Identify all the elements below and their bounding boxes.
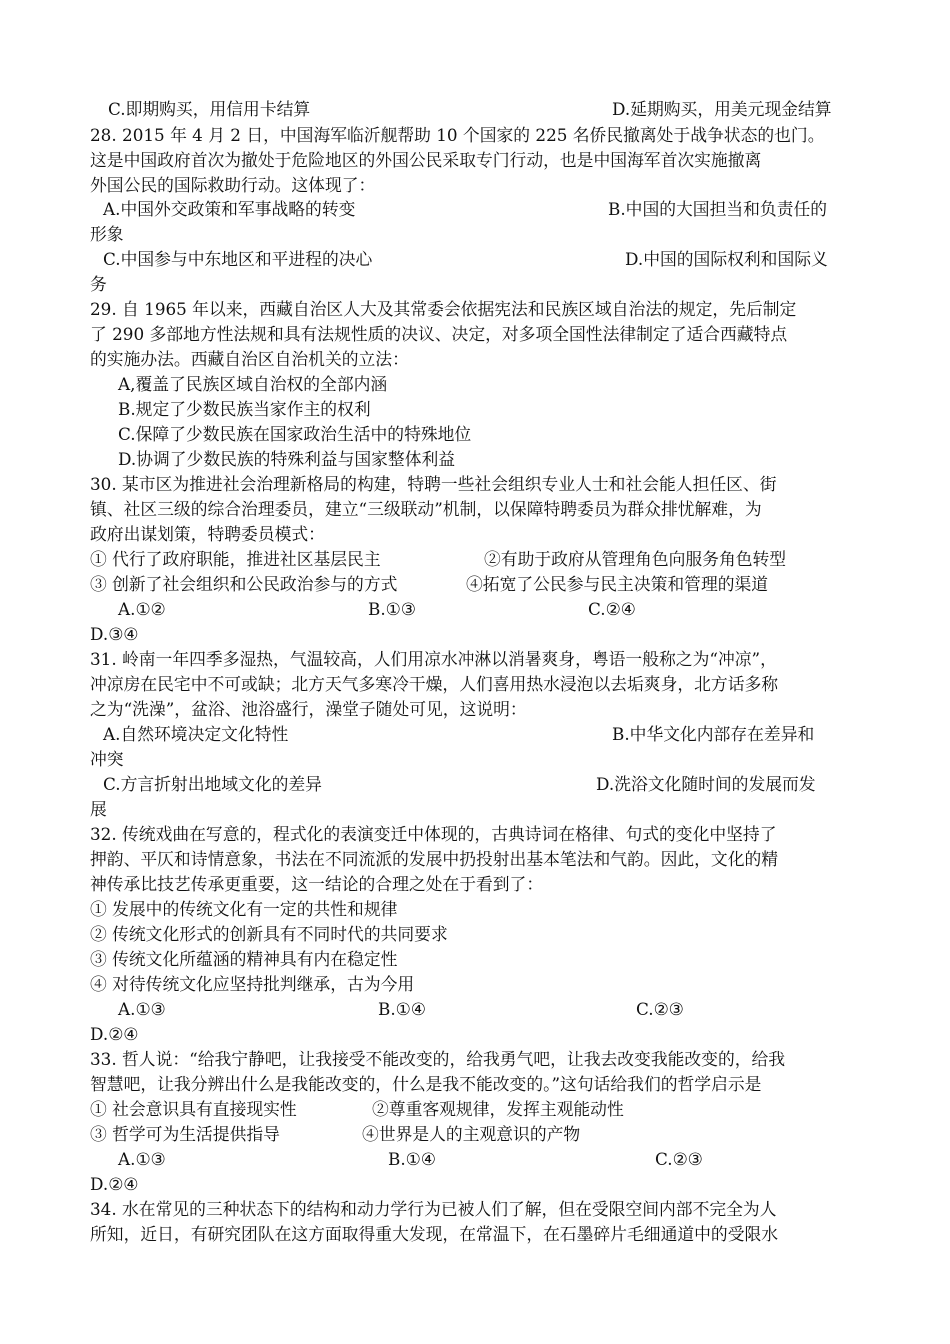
q31-stem-line: 之为“洗澡”，盆浴、池浴盛行，澡堂子随处可见，这说明： (90, 699, 527, 719)
q30-option-b: B.①③ (368, 599, 416, 619)
q31-option-b-cont: 冲突 (90, 749, 124, 769)
q32-option-d: D.②④ (90, 1024, 139, 1044)
q32-option-b: B.①④ (378, 999, 426, 1019)
q27-option-d: D.延期购买，用美元现金结算 (612, 99, 832, 119)
q30-item-3: ③ 创新了社会组织和公民政治参与的方式 (90, 574, 398, 594)
q32-item-2: ② 传统文化形式的创新具有不同时代的共同要求 (90, 924, 448, 944)
q29-option-b: B.规定了少数民族当家作主的权利 (118, 399, 371, 419)
q33-option-b: B.①④ (388, 1149, 436, 1169)
q30-option-a: A.①② (118, 599, 166, 619)
q30-stem-line: 政府出谋划策，特聘委员模式： (90, 524, 325, 544)
q33-stem-line: 智慧吧，让我分辨出什么是我能改变的，什么是我不能改变的。”这句话给我们的哲学启示是 (90, 1074, 762, 1094)
q30-stem-line: 30. 某市区为推进社会治理新格局的构建，特聘一些社会组织专业人士和社会能人担任区、街 (90, 474, 777, 494)
q31-option-d-cont: 展 (90, 799, 107, 819)
q28-option-d-cont: 务 (90, 274, 107, 294)
q28-option-a: A.中国外交政策和军事战略的转变 (103, 199, 356, 219)
q30-item-1: ① 代行了政府职能，推进社区基层民主 (90, 549, 381, 569)
q33-item-4: ④世界是人的主观意识的产物 (362, 1124, 581, 1144)
q31-option-a: A.自然环境决定文化特性 (103, 724, 289, 744)
q28-option-d: D.中国的国际权利和国际义 (625, 249, 828, 269)
q31-stem-line: 31. 岭南一年四季多湿热，气温较高，人们用凉水冲淋以消暑爽身，粤语一般称之为“冲凉”， (90, 649, 777, 669)
q30-option-c: C.②④ (588, 599, 636, 619)
q29-option-a: A,覆盖了民族区域自治权的全部内涵 (118, 374, 388, 394)
q33-item-1: ① 社会意识具有直接现实性 (90, 1099, 297, 1119)
q30-item-2: ②有助于政府从管理角色向服务角色转型 (484, 549, 787, 569)
q30-option-d: D.③④ (90, 624, 139, 644)
q32-stem-line: 神传承比技艺传承更重要，这一结论的合理之处在于看到了： (90, 874, 544, 894)
q29-option-c: C.保障了少数民族在国家政治生活中的特殊地位 (118, 424, 472, 444)
q32-stem-line: 押韵、平仄和诗情意象，书法在不同流派的发展中扔投射出基本笔法和气韵。因此，文化的精 (90, 849, 779, 869)
q28-option-c: C.中国参与中东地区和平进程的决心 (103, 249, 373, 269)
q29-option-d: D.协调了少数民族的特殊利益与国家整体利益 (118, 449, 456, 469)
q32-item-4: ④ 对待传统文化应坚持批判继承，古为今用 (90, 974, 415, 994)
q29-stem-line: 29. 自 1965 年以来，西藏自治区人大及其常委会依据宪法和民族区域自治法的规定，先后制定 (90, 299, 797, 319)
q32-option-a: A.①③ (118, 999, 166, 1019)
q28-stem-line: 这是中国政府首次为撤处于危险地区的外国公民采取专门行动，也是中国海军首次实施撤离 (90, 150, 762, 170)
q29-stem-line: 了 290 多部地方性法规和具有法规性质的决议、决定，对多项全国性法律制定了适合西藏特点 (90, 324, 788, 344)
q28-stem-line: 28. 2015 年 4 月 2 日，中国海军临沂舰帮助 10 个国家的 225 名侨民撤离处于战争状态的也门。 (90, 125, 825, 145)
q31-option-b: B.中华文化内部存在差异和 (612, 724, 815, 744)
q33-option-a: A.①③ (118, 1149, 166, 1169)
q33-stem-line: 33. 哲人说：“给我宁静吧，让我接受不能改变的，给我勇气吧，让我去改变我能改变的，给我 (90, 1049, 786, 1069)
q31-stem-line: 冲凉房在民宅中不可或缺；北方天气多寒冷干燥，人们喜用热水浸泡以去垢爽身，北方话多称 (90, 674, 779, 694)
q28-stem-line: 外国公民的国际救助行动。这体现了： (90, 175, 376, 195)
q28-option-b: B.中国的大国担当和负责任的 (608, 199, 828, 219)
q32-option-c: C.②③ (636, 999, 684, 1019)
q27-option-c: C.即期购买，用信用卡结算 (108, 99, 311, 119)
q33-item-3: ③ 哲学可为生活提供指导 (90, 1124, 280, 1144)
q33-option-c: C.②③ (655, 1149, 703, 1169)
q30-item-4: ④拓宽了公民参与民主决策和管理的渠道 (466, 574, 769, 594)
q30-stem-line: 镇、社区三级的综合治理委员，建立“三级联动”机制，以保障特聘委员为群众排忧解难，为 (90, 499, 762, 519)
q34-stem-line: 34. 水在常见的三种状态下的结构和动力学行为已被人们了解，但在受限空间内部不完全为人 (90, 1199, 777, 1219)
q34-stem-line: 所知，近日，有研究团队在这方面取得重大发现，在常温下，在石墨碎片毛细通道中的受限水 (90, 1224, 779, 1244)
q32-item-3: ③ 传统文化所蕴涵的精神具有内在稳定性 (90, 949, 398, 969)
q32-item-1: ① 发展中的传统文化有一定的共性和规律 (90, 899, 398, 919)
q33-option-d: D.②④ (90, 1174, 139, 1194)
q32-stem-line: 32. 传统戏曲在写意的，程式化的表演变迁中体现的，古典诗词在格律、句式的变化中坚持了 (90, 824, 777, 844)
q31-option-d: D.洗浴文化随时间的发展而发 (596, 774, 816, 794)
q31-option-c: C.方言折射出地域文化的差异 (103, 774, 322, 794)
q33-item-2: ②尊重客观规律，发挥主观能动性 (372, 1099, 624, 1119)
q29-stem-line: 的实施办法。西藏自治区自治机关的立法： (90, 349, 409, 369)
q28-option-b-cont: 形象 (90, 224, 124, 244)
